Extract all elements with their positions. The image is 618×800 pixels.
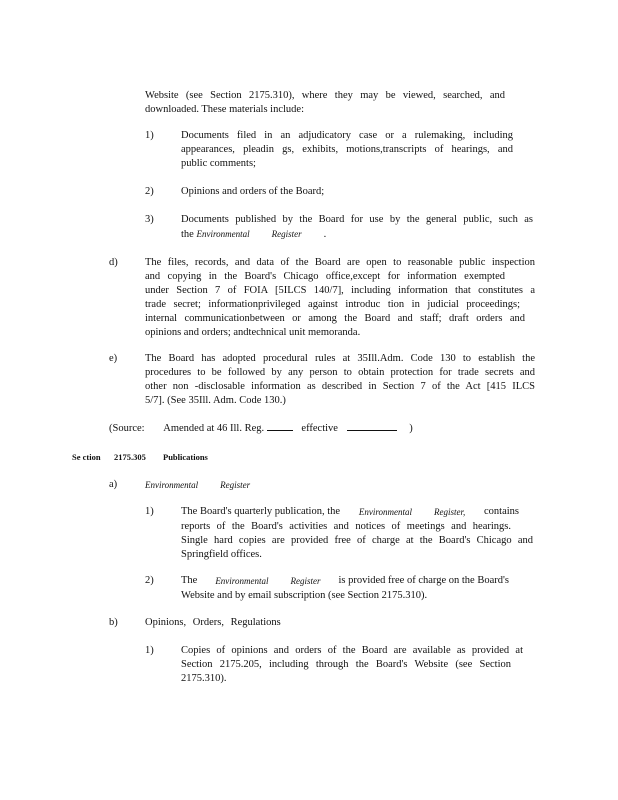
paragraph-line: procedures to be followed by any person to obtain protection for trade secrets and: [145, 367, 535, 378]
source-note: (Source: Amended at 46 Ill. Reg. effective ): [109, 420, 429, 436]
reg-blank: [267, 420, 293, 431]
list-item-line: reports of the Board's activities and notices of meetings and hearings.: [181, 521, 511, 532]
paragraph-line: trade secret; informationprivileged against introduc tion in judicial proceedings;: [145, 299, 520, 310]
paragraph-b-heading: Opinions, Orders, Regulations: [145, 617, 281, 628]
list-item-line: Documents published by the Board for use by the general public, such as: [181, 214, 533, 225]
list-item-number: 2): [145, 186, 154, 197]
effective-date-blank: [347, 420, 397, 431]
paragraph-label-e: e): [109, 353, 118, 364]
list-item: [181, 213, 533, 242]
list-item-number: 2): [145, 575, 154, 586]
list-item-number: 1): [145, 130, 154, 141]
list-item-number: 3): [145, 214, 154, 225]
list-item-line: The Environmental Register is provided free of charge on the Board's: [181, 575, 509, 586]
list-item: [181, 644, 523, 686]
section-title: Publications: [163, 452, 208, 462]
paragraph-line: 5/7]. (See 35Ill. Adm. Code 130.): [145, 395, 286, 406]
paragraph-line: and copying in the Board's Chicago office,except for information exempted: [145, 271, 505, 282]
paragraph-line: under Section 7 of FOIA [5ILCS 140/7], including information that constitutes a: [145, 285, 535, 296]
paragraph-line: The files, records, and data of the Board are open to reasonable public inspection: [145, 257, 535, 268]
intro-line-1: Website (see Section 2175.310), where they may be viewed, searched, and: [145, 90, 505, 101]
list-item-line: Copies of opinions and orders of the Board are available as provided at: [181, 645, 523, 656]
list-item: [181, 129, 513, 171]
section-number: 2175.305: [114, 452, 146, 462]
intro-paragraph: [145, 89, 505, 117]
list-item-line: Opinions and orders of the Board;: [181, 186, 325, 197]
paragraph-e: [145, 352, 535, 408]
paragraph-a-heading: Environmental Register: [145, 480, 251, 490]
list-item-line: 2175.310).: [181, 673, 227, 684]
list-item: [181, 574, 513, 603]
list-item-line: the Environmental Register .: [181, 229, 327, 240]
paragraph-line: opinions and orders; andtechnical unit memoranda.: [145, 327, 361, 338]
section-label: Se ction: [72, 452, 101, 462]
environmental-register-italic: Environmental: [196, 229, 250, 239]
paragraph-line: The Board has adopted procedural rules at 35Ill.Adm. Code 130 to establish the: [145, 353, 535, 364]
paragraph-label-d: d): [109, 257, 118, 268]
list-item-line: Section 2175.205, including through the Board's Website (see Section: [181, 659, 511, 670]
paragraph-label-b: b): [109, 617, 118, 628]
list-item-line: Website and by email subscription (see Section 2175.310).: [181, 590, 428, 601]
list-item-number: 1): [145, 506, 154, 517]
list-item-number: 1): [145, 645, 154, 656]
list-item-line: Springfield offices.: [181, 549, 262, 560]
list-item: [181, 505, 533, 562]
list-item-line: Documents filed in an adjudicatory case or a rulemaking, including: [181, 130, 513, 141]
paragraph-line: other non -disclosable information as described in Section 7 of the Act [415 ILCS: [145, 381, 535, 392]
paragraph-d: [145, 256, 535, 340]
list-item-line: Single hard copies are provided free of charge at the Board's Chicago and: [181, 535, 533, 546]
paragraph-label-a: a): [109, 479, 118, 490]
intro-line-2: downloaded. These materials include:: [145, 104, 305, 115]
list-item-line: public comments;: [181, 158, 256, 169]
list-item-line: appearances, pleadin gs, exhibits, motions,transcripts of hearings, and: [181, 144, 513, 155]
list-item: [181, 185, 513, 199]
list-item-line: The Board's quarterly publication, the Environmental Register, contains: [181, 506, 519, 517]
paragraph-line: internal communicationbetween or among the Board and staff; draft orders and: [145, 313, 525, 324]
